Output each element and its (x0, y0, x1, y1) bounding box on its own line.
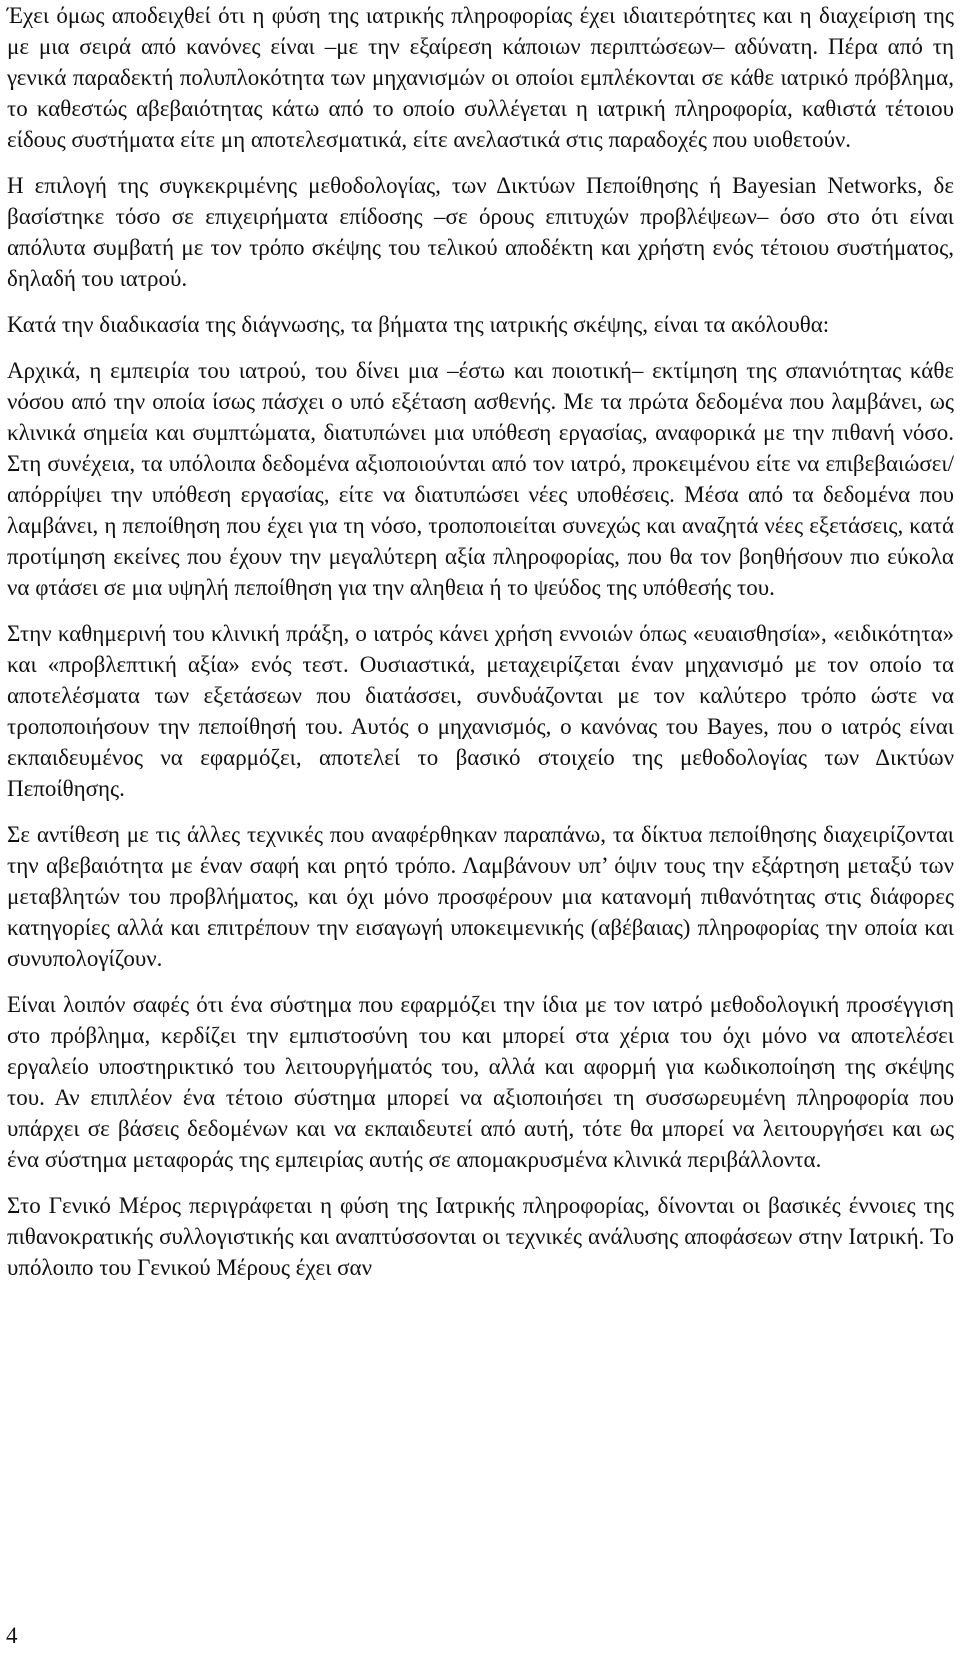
paragraph-diagnosis-steps: Κατά την διαδικασία της διάγνωσης, τα βήματα της ιατρικής σκέψης, είναι τα ακόλουθα: (7, 312, 830, 337)
paragraph-methodology: Η επιλογή της συγκεκριμένης μεθοδολογίας, των Δικτύων Πεποίθησης ή Bayesian Networks, δε βασίστηκε τόσο σε επιχειρήματα επίδοσης –σε όρους επιτυχών προβλέψεων– όσο στο ότι είναι απόλυτα συμβατή με τον τρόπο σκέψης του τελικού αποδέκτη και χρήστη ενός τέτοιου συστήματος, δηλαδή του ιατρού. (7, 173, 954, 291)
paragraph-system-trust: Είναι λοιπόν σαφές ότι ένα σύστημα που εφαρμόζει την ίδια με τον ιατρό μεθοδολογική προσέγγιση στο πρόβλημα, κερδίζει την εμπιστοσύνη του και μπορεί στα χέρια του όχι μόνο να αποτελέσει εργαλείο υποστηρικτικό του λειτουργήματός του, αλλά και αφορμή για κωδικοποίηση της σκέψης του. Αν επιπλέον ένα τέτοιο σύστημα μπορεί να αξιοποιήσει τη συσσωρευμένη πληροφορία που υπάρχει σε βάσεις δεδομένων και να εκπαιδευτεί από αυτή, τότε θα μπορεί να λειτουργήσει και ως ένα σύστημα μεταφοράς της εμπειρίας αυτής σε απομακρυσμένα κλινικά περιβάλλοντα. (7, 992, 954, 1172)
page-number: 4 (6, 1623, 18, 1648)
paragraph-intro: Έχει όμως αποδειχθεί ότι η φύση της ιατρικής πληροφορίας έχει ιδιαιτερότητες και η διαχείριση της με μια σειρά από κανόνες είναι –με την εξαίρεση κάποιων περιπτώσεων– αδύνατη. Πέρα από τη γενικά παραδεκτή πολυπλοκότητα των μηχανισμών οι οποίοι εμπλέκονται σε κάθε ιατρικό πρόβλημα, το καθεστώς αβεβαιότητας κάτω από το οποίο συλλέγεται η ιατρική πληροφορία, καθιστά τέτοιου είδους συστήματα είτε μη αποτελεσματικά, είτε ανελαστικά στις παραδοχές που υιοθετούν. (7, 3, 954, 152)
paragraph-uncertainty: Σε αντίθεση με τις άλλες τεχνικές που αναφέρθηκαν παραπάνω, τα δίκτυα πεποίθησης διαχειρίζονται την αβεβαιότητα με έναν σαφή και ρητό τρόπο. Λαμβάνουν υπ’ όψιν τους την εξάρτηση μεταξύ των μεταβλητών του προβλήματος, και όχι μόνο προσφέρουν μια κατανομή πιθανότητας στις διάφορες κατηγορίες αλλά και επιτρέπουν την εισαγωγή υποκειμενικής (αβέβαιας) πληροφορίας την οποία και συνυπολογίζουν. (7, 822, 954, 971)
paragraph-general-part: Στο Γενικό Μέρος περιγράφεται η φύση της Ιατρικής πληροφορίας, δίνονται οι βασικές έννοιες της πιθανοκρατικής συλλογιστικής και αναπτύσσονται οι τεχνικές ανάλυσης αποφάσεων στην Ιατρική. Το υπόλοιπο του Γενικού Μέρους έχει σαν (7, 1193, 954, 1280)
paragraph-bayes-rule: Στην καθημερινή του κλινική πράξη, ο ιατρός κάνει χρήση εννοιών όπως «ευαισθησία», «ειδικότητα» και «προβλεπτική αξία» ενός τεστ. Ουσιαστικά, μεταχειρίζεται έναν μηχανισμό με τον οποίο τα αποτελέσματα των εξετάσεων που διατάσσει, συνδυάζονται με τον καλύτερο τρόπο ώστε να τροποποιήσουν την πεποίθησή του. Αυτός ο μηχανισμός, ο κανόνας του Bayes, που ο ιατρός είναι εκπαιδευμένος να εφαρμόζει, αποτελεί το βασικό στοιχείο της μεθοδολογίας των Δικτύων Πεποίθησης. (7, 621, 954, 801)
paragraph-physician-reasoning: Αρχικά, η εμπειρία του ιατρού, του δίνει μια –έστω και ποιοτική– εκτίμηση της σπανιότητας κάθε νόσου από την οποία ίσως πάσχει ο υπό εξέταση ασθενής. Με τα πρώτα δεδομένα που λαμβάνει, ως κλινικά σημεία και συμπτώματα, διατυπώνει μια υπόθεση εργασίας, αναφορικά με την πιθανή νόσο. Στη συνέχεια, τα υπόλοιπα δεδομένα αξιοποιούνται από τον ιατρό, προκειμένου είτε να επιβεβαιώσει/απόρρίψει την υπόθεση εργασίας, είτε να διατυπώσει νέες υποθέσεις. Μέσα από τα δεδομένα που λαμβάνει, η πεποίθηση που έχει για τη νόσο, τροποποιείται συνεχώς και αναζητά νέες εξετάσεις, κατά προτίμηση εκείνες που έχουν την μεγαλύτερη αξία πληροφορίας, που θα τον βοηθήσουν πιο εύκολα να φτάσει σε μια υψηλή πεποίθηση για την αληθεια ή το ψεύδος της υπόθεσής του. (7, 358, 954, 600)
